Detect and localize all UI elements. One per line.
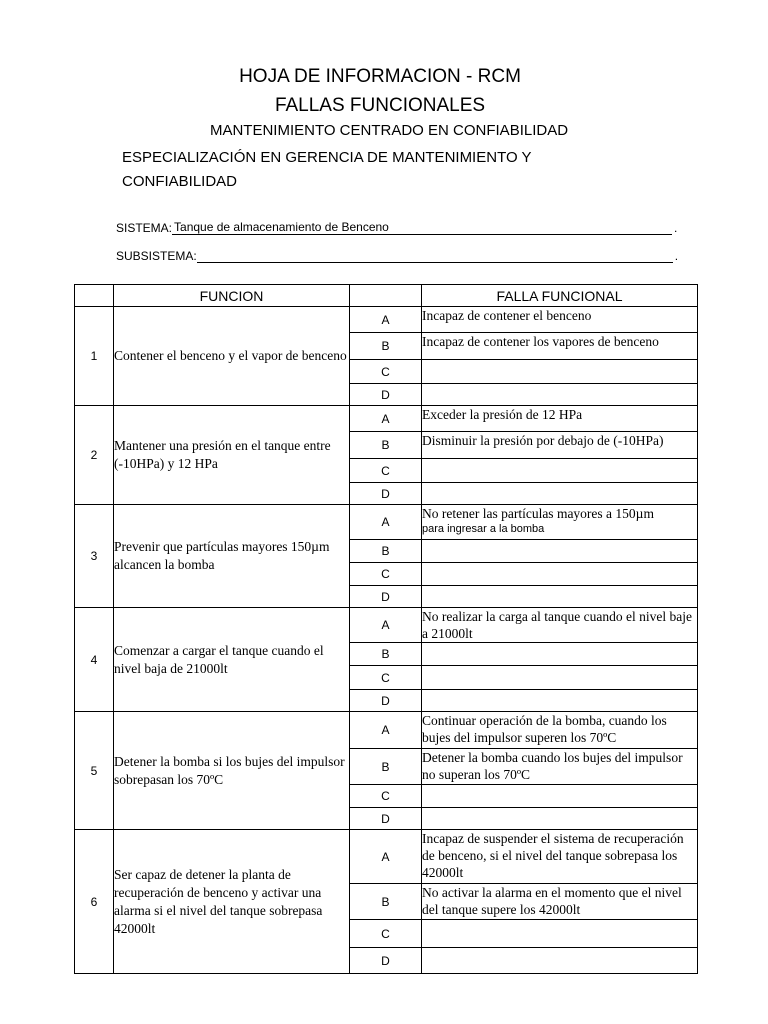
failure-letter: A <box>350 307 422 333</box>
failure-letter: B <box>350 432 422 459</box>
failure-description[interactable] <box>422 384 698 406</box>
table-row <box>75 712 698 749</box>
table-row <box>75 608 698 643</box>
failure-letter: B <box>350 540 422 563</box>
subsistema-field <box>116 248 678 263</box>
failure-letter: C <box>350 920 422 948</box>
failure-description[interactable] <box>422 830 698 884</box>
failure-letter: A <box>350 505 422 540</box>
failure-letter: C <box>350 360 422 384</box>
functional-failures-table <box>74 284 698 974</box>
header-funcion: FUNCION <box>114 285 350 307</box>
failure-text: Detener la bomba cuando los bujes del impulsor no superan los 70ºC <box>422 750 683 782</box>
failure-description[interactable] <box>422 666 698 690</box>
function-description: Mantener una presión en el tanque entre (-10HPa) y 12 HPa <box>114 406 350 505</box>
failure-description[interactable] <box>422 360 698 384</box>
failure-text: Incapaz de contener el benceno <box>422 308 592 323</box>
failure-letter: A <box>350 712 422 749</box>
failure-letter: A <box>350 406 422 432</box>
failure-description[interactable] <box>422 505 698 540</box>
document-title: HOJA DE INFORMACION - RCM <box>239 66 521 87</box>
failure-description[interactable] <box>422 406 698 432</box>
failure-text: No realizar la carga al tanque cuando el nivel baje a 21000lt <box>422 609 692 641</box>
failure-letter: A <box>350 830 422 884</box>
table-row <box>75 830 698 884</box>
failure-letter: D <box>350 586 422 608</box>
failure-letter: D <box>350 384 422 406</box>
failure-description[interactable] <box>422 920 698 948</box>
function-number: 1 <box>75 307 114 406</box>
failure-description[interactable] <box>422 307 698 333</box>
failure-text: No retener las partículas mayores a 150µm <box>422 506 654 521</box>
table-row <box>75 307 698 333</box>
failure-description[interactable] <box>422 432 698 459</box>
table-row <box>75 406 698 432</box>
failure-text: Exceder la presión de 12 HPa <box>422 407 583 422</box>
failure-description[interactable] <box>422 333 698 360</box>
function-description: Prevenir que partículas mayores 150µm alcancen la bomba <box>114 505 350 608</box>
function-number: 2 <box>75 406 114 505</box>
failure-letter: B <box>350 884 422 920</box>
failure-description[interactable] <box>422 712 698 749</box>
function-description: Ser capaz de detener la planta de recuperación de benceno y activar una alarma si el nivel del tanque sobrepasa 42000lt <box>114 830 350 974</box>
sistema-label: SISTEMA: <box>116 221 173 235</box>
function-description: Comenzar a cargar el tanque cuando el nivel baja de 21000lt <box>114 608 350 712</box>
function-number: 4 <box>75 608 114 712</box>
failure-letter: D <box>350 690 422 712</box>
function-number: 6 <box>75 830 114 974</box>
failure-description[interactable] <box>422 749 698 785</box>
failure-letter: C <box>350 785 422 808</box>
failure-text: No activar la alarma en el momento que el nivel del tanque supere los 42000lt <box>422 885 682 917</box>
failure-description[interactable] <box>422 608 698 643</box>
failure-letter: C <box>350 459 422 483</box>
program-heading: ESPECIALIZACIÓN EN GERENCIA DE MANTENIMIENTO Y CONFIABILIDAD <box>122 149 532 190</box>
failure-text: Incapaz de suspender el sistema de recuperación de benceno, si el nivel del tanque sobrepasa los 42000lt <box>422 831 684 880</box>
failure-letter: D <box>350 948 422 974</box>
failure-description[interactable] <box>422 586 698 608</box>
table-row <box>75 505 698 540</box>
header-number-cell <box>75 285 114 307</box>
failure-text: Continuar operación de la bomba, cuando los bujes del impulsor superen los 70ºC <box>422 713 667 745</box>
failure-description[interactable] <box>422 540 698 563</box>
failure-letter: D <box>350 808 422 830</box>
failure-description[interactable] <box>422 459 698 483</box>
failure-letter: D <box>350 483 422 505</box>
failure-description[interactable] <box>422 785 698 808</box>
failure-letter: B <box>350 643 422 666</box>
function-number: 5 <box>75 712 114 830</box>
failure-description[interactable] <box>422 948 698 974</box>
failure-description[interactable] <box>422 563 698 586</box>
failure-letter: B <box>350 333 422 360</box>
failure-text: Incapaz de contener los vapores de benceno <box>422 334 659 349</box>
methodology-heading: MANTENIMIENTO CENTRADO EN CONFIABILIDAD <box>209 122 569 139</box>
failure-letter: C <box>350 563 422 586</box>
failure-description[interactable] <box>422 690 698 712</box>
failure-letter: C <box>350 666 422 690</box>
failure-text: Disminuir la presión por debajo de (-10HPa) <box>422 433 664 448</box>
sistema-value[interactable]: Tanque de almacenamiento de Benceno <box>172 220 672 235</box>
failure-description[interactable] <box>422 483 698 505</box>
function-description: Detener la bomba si los bujes del impulsor sobrepasan los 70ºC <box>114 712 350 830</box>
failure-letter: A <box>350 608 422 643</box>
failure-description[interactable] <box>422 808 698 830</box>
failure-description[interactable] <box>422 643 698 666</box>
function-number: 3 <box>75 505 114 608</box>
subsistema-value[interactable] <box>197 248 673 263</box>
table-header-row <box>75 285 698 307</box>
failure-note: para ingresar a la bomba <box>422 523 545 535</box>
sistema-end-mark: . <box>674 221 678 235</box>
header-falla-funcional: FALLA FUNCIONAL <box>422 285 698 307</box>
subsistema-end-mark: . <box>674 249 679 263</box>
failure-letter: B <box>350 749 422 785</box>
sistema-field <box>116 220 677 235</box>
failure-description[interactable] <box>422 884 698 920</box>
table-body <box>75 307 698 974</box>
function-description: Contener el benceno y el vapor de benceno <box>114 307 350 406</box>
document-subtitle: FALLAS FUNCIONALES <box>274 95 486 116</box>
header-letter-cell <box>350 285 422 307</box>
subsistema-label: SUBSISTEMA: <box>116 249 197 263</box>
